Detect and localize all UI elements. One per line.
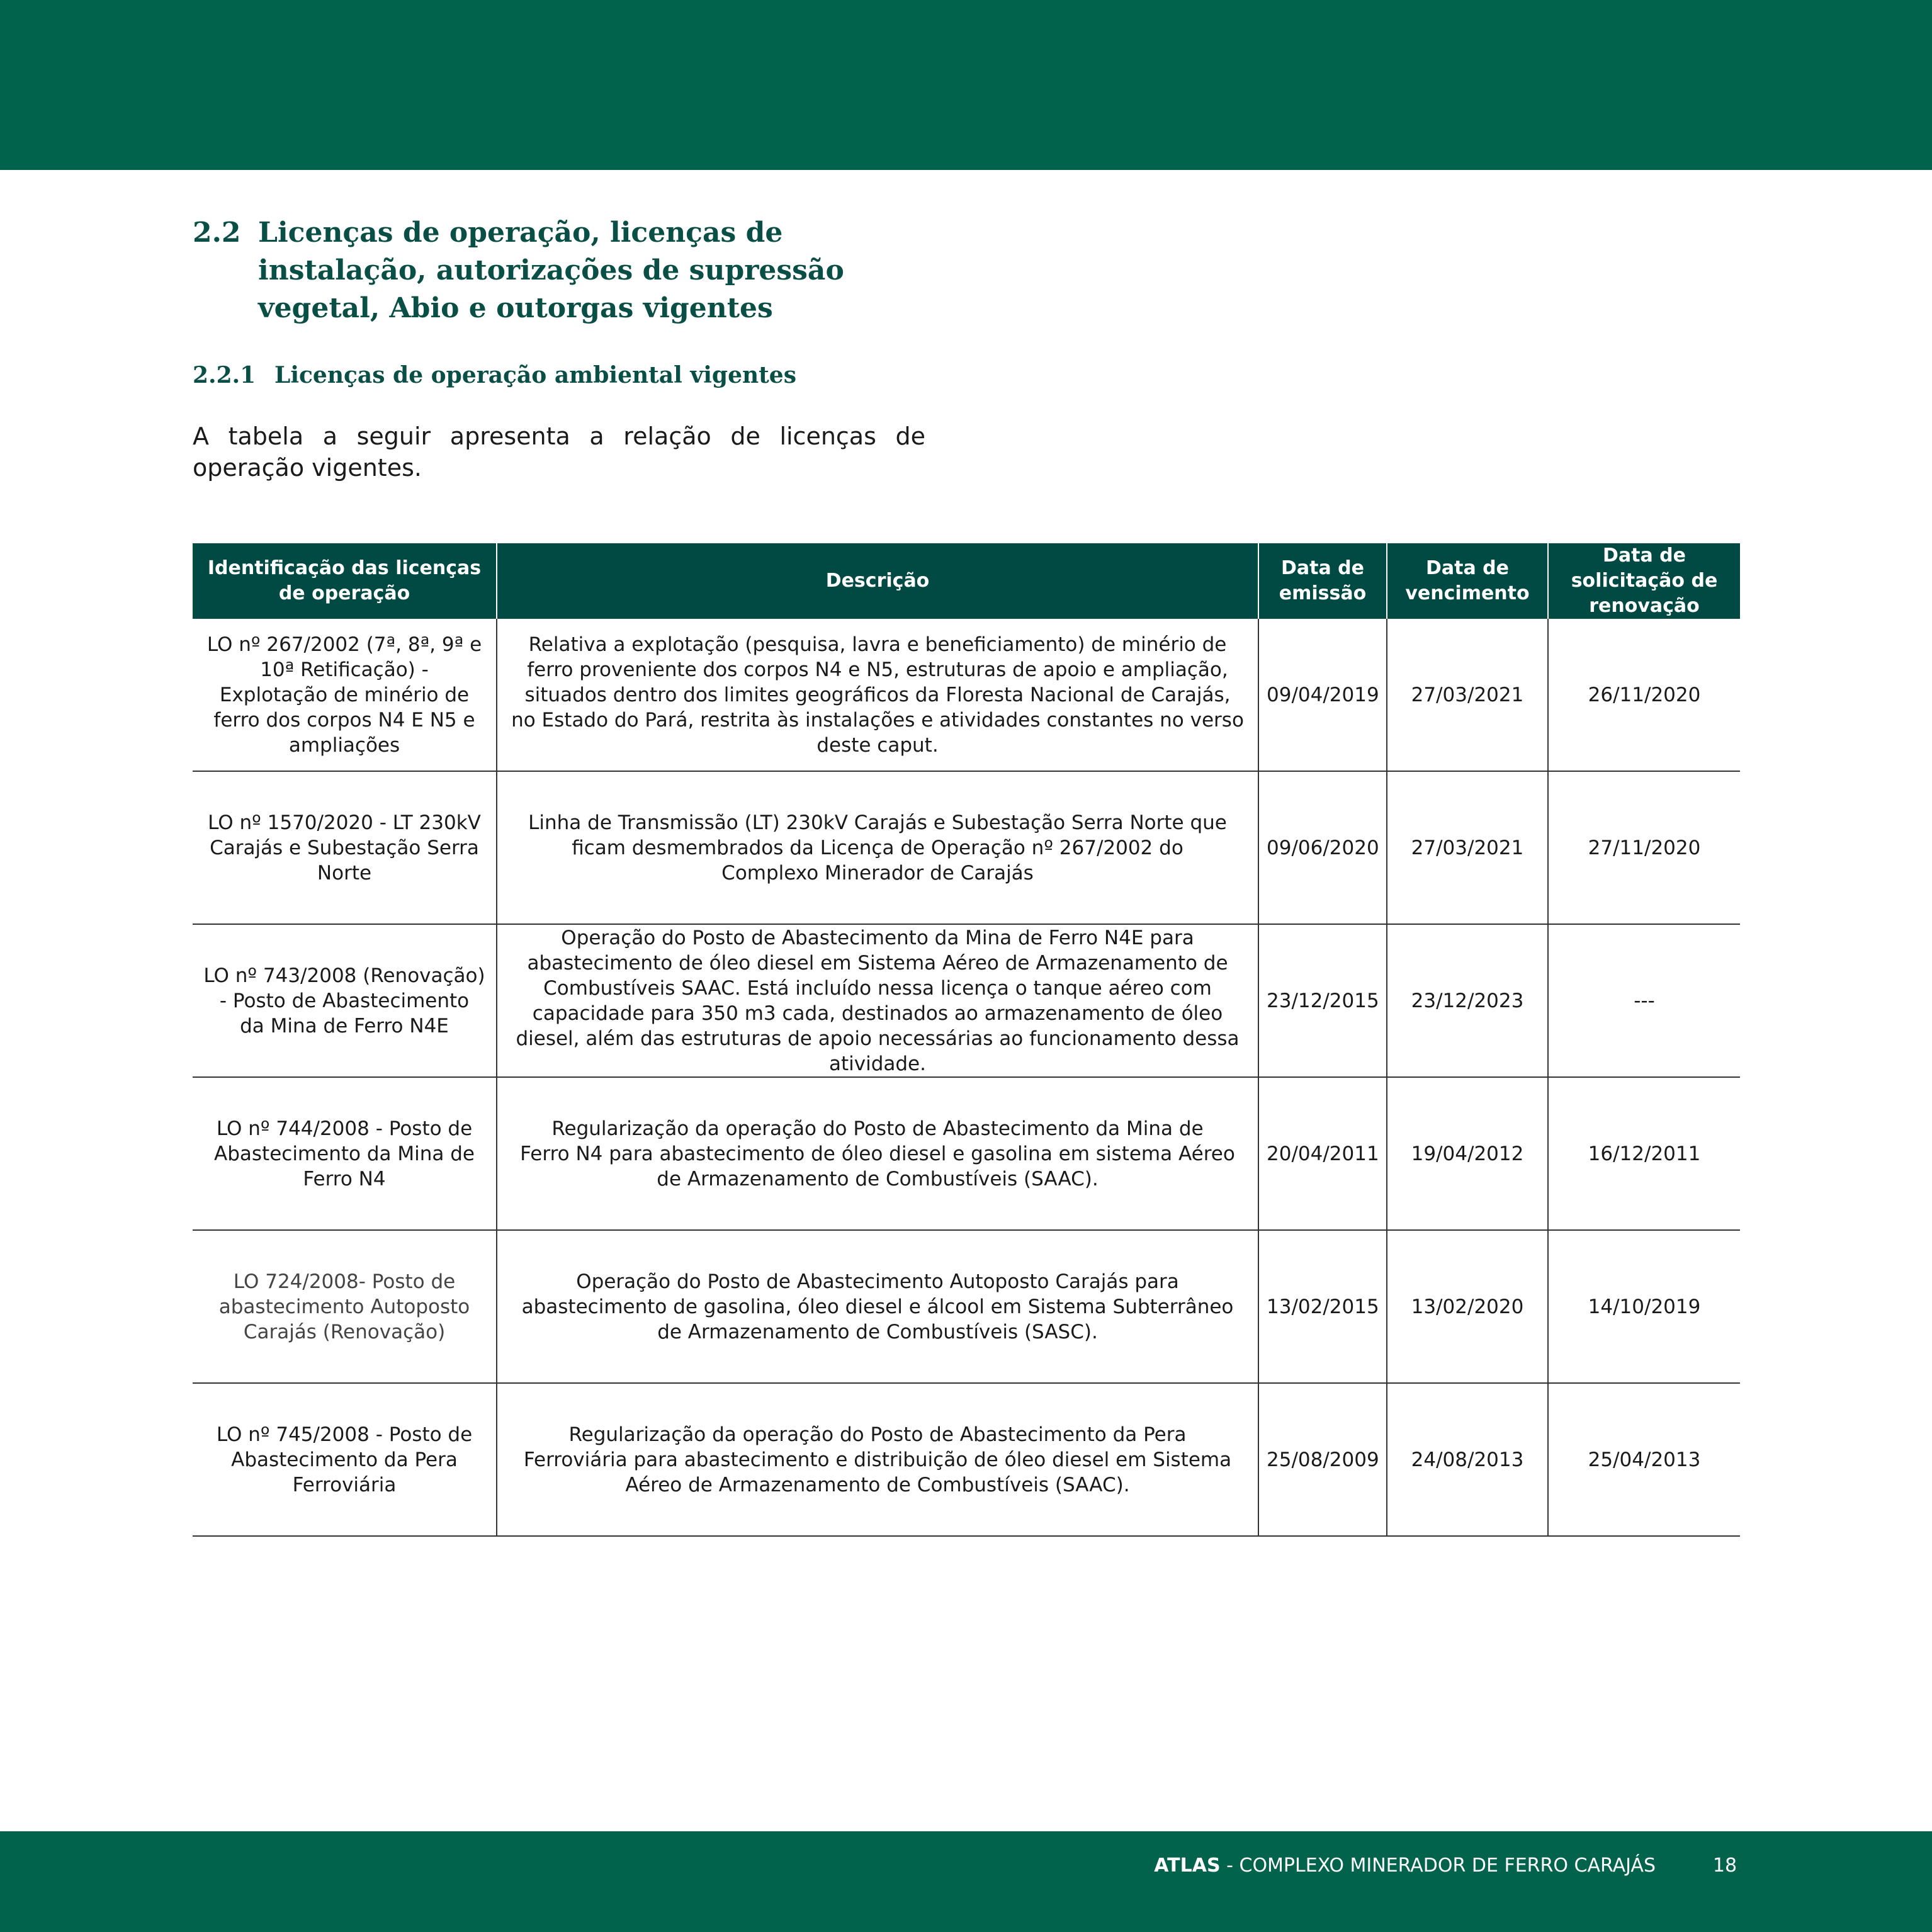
table-row bbox=[193, 1230, 1740, 1383]
license-id: LO 724/2008- Posto de abastecimento Autoposto Carajás (Renovação) bbox=[193, 1230, 497, 1383]
intro-line: A tabela a seguir apresenta a relação de licenças de bbox=[193, 422, 925, 450]
subsection-heading bbox=[193, 358, 1011, 393]
renewal-date: 25/04/2013 bbox=[1548, 1383, 1740, 1536]
issue-date: 23/12/2015 bbox=[1258, 924, 1387, 1077]
intro-line: operação vigentes. bbox=[193, 454, 422, 482]
renewal-date: 14/10/2019 bbox=[1548, 1230, 1740, 1383]
section-heading bbox=[193, 214, 917, 327]
table-row bbox=[193, 619, 1740, 771]
table-header-row bbox=[193, 543, 1740, 619]
header-band bbox=[0, 0, 1932, 170]
header-issue-date: Data de emissão bbox=[1258, 543, 1387, 619]
issue-date: 09/04/2019 bbox=[1258, 619, 1387, 771]
header-expiry-date: Data de vencimento bbox=[1387, 543, 1548, 619]
expiry-date: 13/02/2020 bbox=[1387, 1230, 1548, 1383]
table-row bbox=[193, 924, 1740, 1077]
table-row bbox=[193, 1077, 1740, 1230]
header-id: Identificação das licenças de operação bbox=[193, 543, 497, 619]
footer-title bbox=[944, 1853, 1656, 1878]
license-id: LO nº 744/2008 - Posto de Abastecimento da Mina de Ferro N4 bbox=[193, 1077, 497, 1230]
section-title bbox=[258, 214, 844, 327]
expiry-date: 24/08/2013 bbox=[1387, 1383, 1548, 1536]
license-description: Regularização da operação do Posto de Abastecimento da Pera Ferroviária para abastecimento e distribuição de óleo diesel em Sistema Aéreo de Armazenamento de Combustíveis (SAAC). bbox=[497, 1383, 1258, 1536]
section-number: 2.2 bbox=[193, 217, 241, 249]
license-id: LO nº 745/2008 - Posto de Abastecimento da Pera Ferroviária bbox=[193, 1383, 497, 1536]
section-title-line: vegetal, Abio e outorgas vigentes bbox=[258, 292, 773, 324]
expiry-date: 19/04/2012 bbox=[1387, 1077, 1548, 1230]
footer-band bbox=[0, 1831, 1932, 1932]
license-id: LO nº 743/2008 (Renovação) - Posto de Abastecimento da Mina de Ferro N4E bbox=[193, 924, 497, 1077]
licenses-table bbox=[193, 543, 1740, 1537]
renewal-date: 16/12/2011 bbox=[1548, 1077, 1740, 1230]
renewal-date: 27/11/2020 bbox=[1548, 771, 1740, 924]
license-description: Relativa a explotação (pesquisa, lavra e beneficiamento) de minério de ferro proveniente dos corpos N4 e N5, estruturas de apoio e ampliação, situados dentro dos limites geográficos da Floresta Nacional de Carajás, no Estado do Pará, restrita às instalações e atividades constantes no verso deste caput. bbox=[497, 619, 1258, 771]
issue-date: 13/02/2015 bbox=[1258, 1230, 1387, 1383]
license-description: Linha de Transmissão (LT) 230kV Carajás e Subestação Serra Norte que ficam desmembrados da Licença de Operação nº 267/2002 do Complexo Minerador de Carajás bbox=[497, 771, 1258, 924]
issue-date: 20/04/2011 bbox=[1258, 1077, 1387, 1230]
subsection-title: Licenças de operação ambiental vigentes bbox=[274, 362, 796, 388]
issue-date: 09/06/2020 bbox=[1258, 771, 1387, 924]
subsection-number: 2.2.1 bbox=[193, 362, 256, 388]
expiry-date: 27/03/2021 bbox=[1387, 771, 1548, 924]
intro-paragraph bbox=[193, 421, 925, 483]
table-row bbox=[193, 771, 1740, 924]
section-title-line: Licenças de operação, licenças de bbox=[258, 217, 783, 249]
header-renewal-date: Data de solicitação de renovação bbox=[1548, 543, 1740, 619]
issue-date: 25/08/2009 bbox=[1258, 1383, 1387, 1536]
expiry-date: 23/12/2023 bbox=[1387, 924, 1548, 1077]
expiry-date: 27/03/2021 bbox=[1387, 619, 1548, 771]
renewal-date: 26/11/2020 bbox=[1548, 619, 1740, 771]
table-row bbox=[193, 1383, 1740, 1536]
section-title-line: instalação, autorizações de supressão bbox=[258, 254, 844, 286]
license-description: Regularização da operação do Posto de Abastecimento da Mina de Ferro N4 para abastecimento de óleo diesel e gasolina em sistema Aéreo de Armazenamento de Combustíveis (SAAC). bbox=[497, 1077, 1258, 1230]
renewal-date: --- bbox=[1548, 924, 1740, 1077]
page-number: 18 bbox=[1712, 1855, 1737, 1877]
license-id: LO nº 267/2002 (7ª, 8ª, 9ª e 10ª Retificação) - Explotação de minério de ferro dos corpos N4 E N5 e ampliações bbox=[193, 619, 497, 771]
header-description: Descrição bbox=[497, 543, 1258, 619]
license-id: LO nº 1570/2020 - LT 230kV Carajás e Subestação Serra Norte bbox=[193, 771, 497, 924]
footer-text: - COMPLEXO MINERADOR DE FERRO CARAJÁS bbox=[1220, 1855, 1656, 1877]
license-description: Operação do Posto de Abastecimento Autoposto Carajás para abastecimento de gasolina, óleo diesel e álcool em Sistema Subterrâneo de Armazenamento de Combustíveis (SASC). bbox=[497, 1230, 1258, 1383]
footer-brand: ATLAS bbox=[1154, 1855, 1221, 1877]
license-description: Operação do Posto de Abastecimento da Mina de Ferro N4E para abastecimento de óleo diesel em Sistema Aéreo de Armazenamento de Combustíveis SAAC. Está incluído nessa licença o tanque aéreo com capacidade para 350 m3 cada, destinados ao armazenamento de óleo diesel, além das estruturas de apoio necessárias ao funcionamento dessa atividade. bbox=[497, 924, 1258, 1077]
